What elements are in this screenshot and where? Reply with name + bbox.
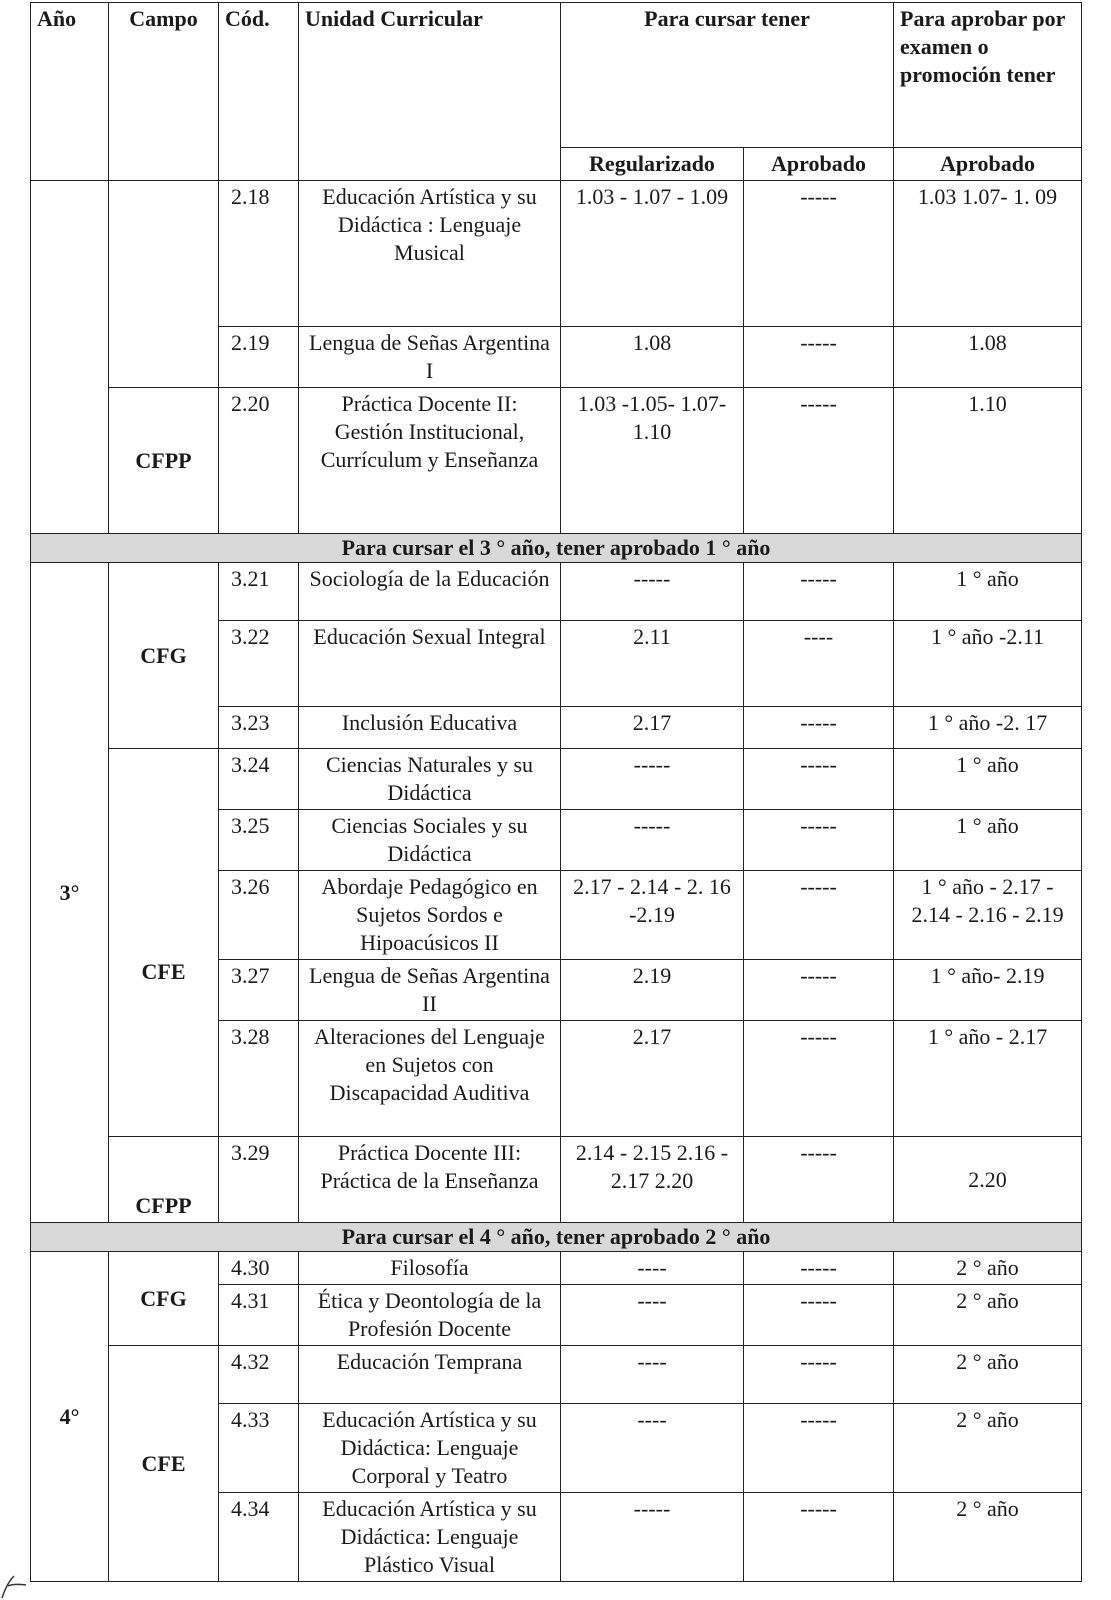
table-row — [31, 1252, 1082, 1285]
aprobado-cell: ----- — [744, 1285, 894, 1346]
aprobado-cell: ----- — [744, 1493, 894, 1582]
cod-cell: 3.23 — [219, 707, 299, 749]
unidad-cell: Alteraciones del Lenguaje en Sujetos con Discapacidad Auditiva — [299, 1021, 561, 1137]
campo-cell: CFPP — [109, 1137, 219, 1223]
final-cell: 1 ° año -2.11 — [894, 621, 1082, 707]
header-para-cursar: Para cursar tener — [561, 3, 894, 148]
aprobado-cell: ----- — [744, 707, 894, 749]
anio-cell-empty — [31, 181, 109, 534]
regularizado-cell: ---- — [561, 1404, 744, 1493]
cod-cell: 3.26 — [219, 871, 299, 960]
cod-cell: 4.34 — [219, 1493, 299, 1582]
regularizado-cell: 1.08 — [561, 327, 744, 388]
cod-cell: 2.20 — [219, 388, 299, 534]
cod-cell: 3.24 — [219, 749, 299, 810]
header-row — [31, 3, 1082, 148]
regularizado-cell: 2.19 — [561, 960, 744, 1021]
final-cell: 2 ° año — [894, 1285, 1082, 1346]
unidad-cell: Ciencias Sociales y su Didáctica — [299, 810, 561, 871]
aprobado-cell: ----- — [744, 181, 894, 327]
table-row — [31, 1137, 1082, 1223]
header-aprobado: Aprobado — [744, 148, 894, 181]
campo-cell: CFE — [109, 1346, 219, 1582]
regularizado-cell: 2.17 — [561, 1021, 744, 1137]
regularizado-cell: 2.11 — [561, 621, 744, 707]
final-cell: 1.08 — [894, 327, 1082, 388]
header-aprobado-final: Aprobado — [894, 148, 1082, 181]
regularizado-cell: ----- — [561, 749, 744, 810]
cod-cell: 2.18 — [219, 181, 299, 327]
unidad-cell: Filosofía — [299, 1252, 561, 1285]
correlatividades-table — [30, 2, 1082, 1582]
final-cell: 1 ° año - 2.17 - 2.14 - 2.16 - 2.19 — [894, 871, 1082, 960]
campo-cell-empty — [109, 181, 219, 388]
unidad-cell: Ética y Deontología de la Profesión Docente — [299, 1285, 561, 1346]
unidad-cell: Educación Sexual Integral — [299, 621, 561, 707]
final-cell: 1 ° año -2. 17 — [894, 707, 1082, 749]
band-label: Para cursar el 3 ° año, tener aprobado 1 ° año — [31, 534, 1082, 563]
unidad-cell: Lengua de Señas Argentina I — [299, 327, 561, 388]
unidad-cell: Abordaje Pedagógico en Sujetos Sordos e Hipoacúsicos II — [299, 871, 561, 960]
table-row — [31, 181, 1082, 327]
header-anio: Año — [31, 3, 109, 181]
final-cell: 1.03 1.07- 1. 09 — [894, 181, 1082, 327]
unidad-cell: Educación Temprana — [299, 1346, 561, 1404]
cod-cell: 3.22 — [219, 621, 299, 707]
aprobado-cell: ----- — [744, 1346, 894, 1404]
cod-cell: 3.21 — [219, 563, 299, 621]
unidad-cell: Lengua de Señas Argentina II — [299, 960, 561, 1021]
aprobado-cell: ---- — [744, 621, 894, 707]
anio-cell: 3° — [31, 563, 109, 1223]
table-row — [31, 1346, 1082, 1404]
regularizado-cell: ---- — [561, 1285, 744, 1346]
section-band-4 — [31, 1223, 1082, 1252]
regularizado-cell: 1.03 - 1.07 - 1.09 — [561, 181, 744, 327]
unidad-cell: Educación Artística y su Didáctica : Lenguaje Musical — [299, 181, 561, 327]
table-row — [31, 749, 1082, 810]
cod-cell: 3.25 — [219, 810, 299, 871]
unidad-cell: Ciencias Naturales y su Didáctica — [299, 749, 561, 810]
regularizado-cell: 2.14 - 2.15 2.16 - 2.17 2.20 — [561, 1137, 744, 1223]
header-unidad: Unidad Curricular — [299, 3, 561, 181]
cod-cell: 4.32 — [219, 1346, 299, 1404]
regularizado-cell: ----- — [561, 1493, 744, 1582]
band-label: Para cursar el 4 ° año, tener aprobado 2 ° año — [31, 1223, 1082, 1252]
regularizado-cell: ----- — [561, 563, 744, 621]
final-cell: 2.20 — [894, 1137, 1082, 1223]
cod-cell: 3.29 — [219, 1137, 299, 1223]
aprobado-cell: ----- — [744, 1137, 894, 1223]
aprobado-cell: ----- — [744, 563, 894, 621]
unidad-cell: Práctica Docente II: Gestión Institucional, Currículum y Enseñanza — [299, 388, 561, 534]
cod-cell: 3.27 — [219, 960, 299, 1021]
unidad-cell: Educación Artística y su Didáctica: Lenguaje Corporal y Teatro — [299, 1404, 561, 1493]
campo-cell: CFG — [109, 1252, 219, 1346]
final-cell: 2 ° año — [894, 1404, 1082, 1493]
aprobado-cell: ----- — [744, 1021, 894, 1137]
unidad-cell: Práctica Docente III: Práctica de la Enseñanza — [299, 1137, 561, 1223]
aprobado-cell: ----- — [744, 871, 894, 960]
cod-cell: 4.30 — [219, 1252, 299, 1285]
header-regularizado: Regularizado — [561, 148, 744, 181]
table-row — [31, 388, 1082, 534]
regularizado-cell: 1.03 -1.05- 1.07- 1.10 — [561, 388, 744, 534]
campo-cell: CFG — [109, 563, 219, 749]
regularizado-cell: 2.17 — [561, 707, 744, 749]
final-cell: 2 ° año — [894, 1252, 1082, 1285]
regularizado-cell: ---- — [561, 1252, 744, 1285]
unidad-cell: Sociología de la Educación — [299, 563, 561, 621]
final-cell: 1.10 — [894, 388, 1082, 534]
aprobado-cell: ----- — [744, 1252, 894, 1285]
final-cell: 2 ° año — [894, 1493, 1082, 1582]
campo-cell: CFPP — [109, 388, 219, 534]
regularizado-cell: ----- — [561, 810, 744, 871]
signature-mark — [0, 1572, 28, 1600]
section-band-3 — [31, 534, 1082, 563]
regularizado-cell: ---- — [561, 1346, 744, 1404]
final-cell: 1 ° año — [894, 563, 1082, 621]
cod-cell: 2.19 — [219, 327, 299, 388]
aprobado-cell: ----- — [744, 1404, 894, 1493]
cod-cell: 4.31 — [219, 1285, 299, 1346]
unidad-cell: Inclusión Educativa — [299, 707, 561, 749]
table-row — [31, 563, 1082, 621]
aprobado-cell: ----- — [744, 388, 894, 534]
final-cell: 1 ° año — [894, 810, 1082, 871]
final-cell: 1 ° año — [894, 749, 1082, 810]
campo-cell: CFE — [109, 749, 219, 1137]
header-campo: Campo — [109, 3, 219, 181]
unidad-cell: Educación Artística y su Didáctica: Lenguaje Plástico Visual — [299, 1493, 561, 1582]
final-cell: 1 ° año - 2.17 — [894, 1021, 1082, 1137]
regularizado-cell: 2.17 - 2.14 - 2. 16 -2.19 — [561, 871, 744, 960]
final-cell: 2 ° año — [894, 1346, 1082, 1404]
cod-cell: 3.28 — [219, 1021, 299, 1137]
cod-cell: 4.33 — [219, 1404, 299, 1493]
header-para-aprobar: Para aprobar por examen o promoción tener — [894, 3, 1082, 148]
aprobado-cell: ----- — [744, 749, 894, 810]
aprobado-cell: ----- — [744, 810, 894, 871]
aprobado-cell: ----- — [744, 960, 894, 1021]
aprobado-cell: ----- — [744, 327, 894, 388]
header-cod: Cód. — [219, 3, 299, 181]
anio-cell: 4° — [31, 1252, 109, 1582]
final-cell: 1 ° año- 2.19 — [894, 960, 1082, 1021]
